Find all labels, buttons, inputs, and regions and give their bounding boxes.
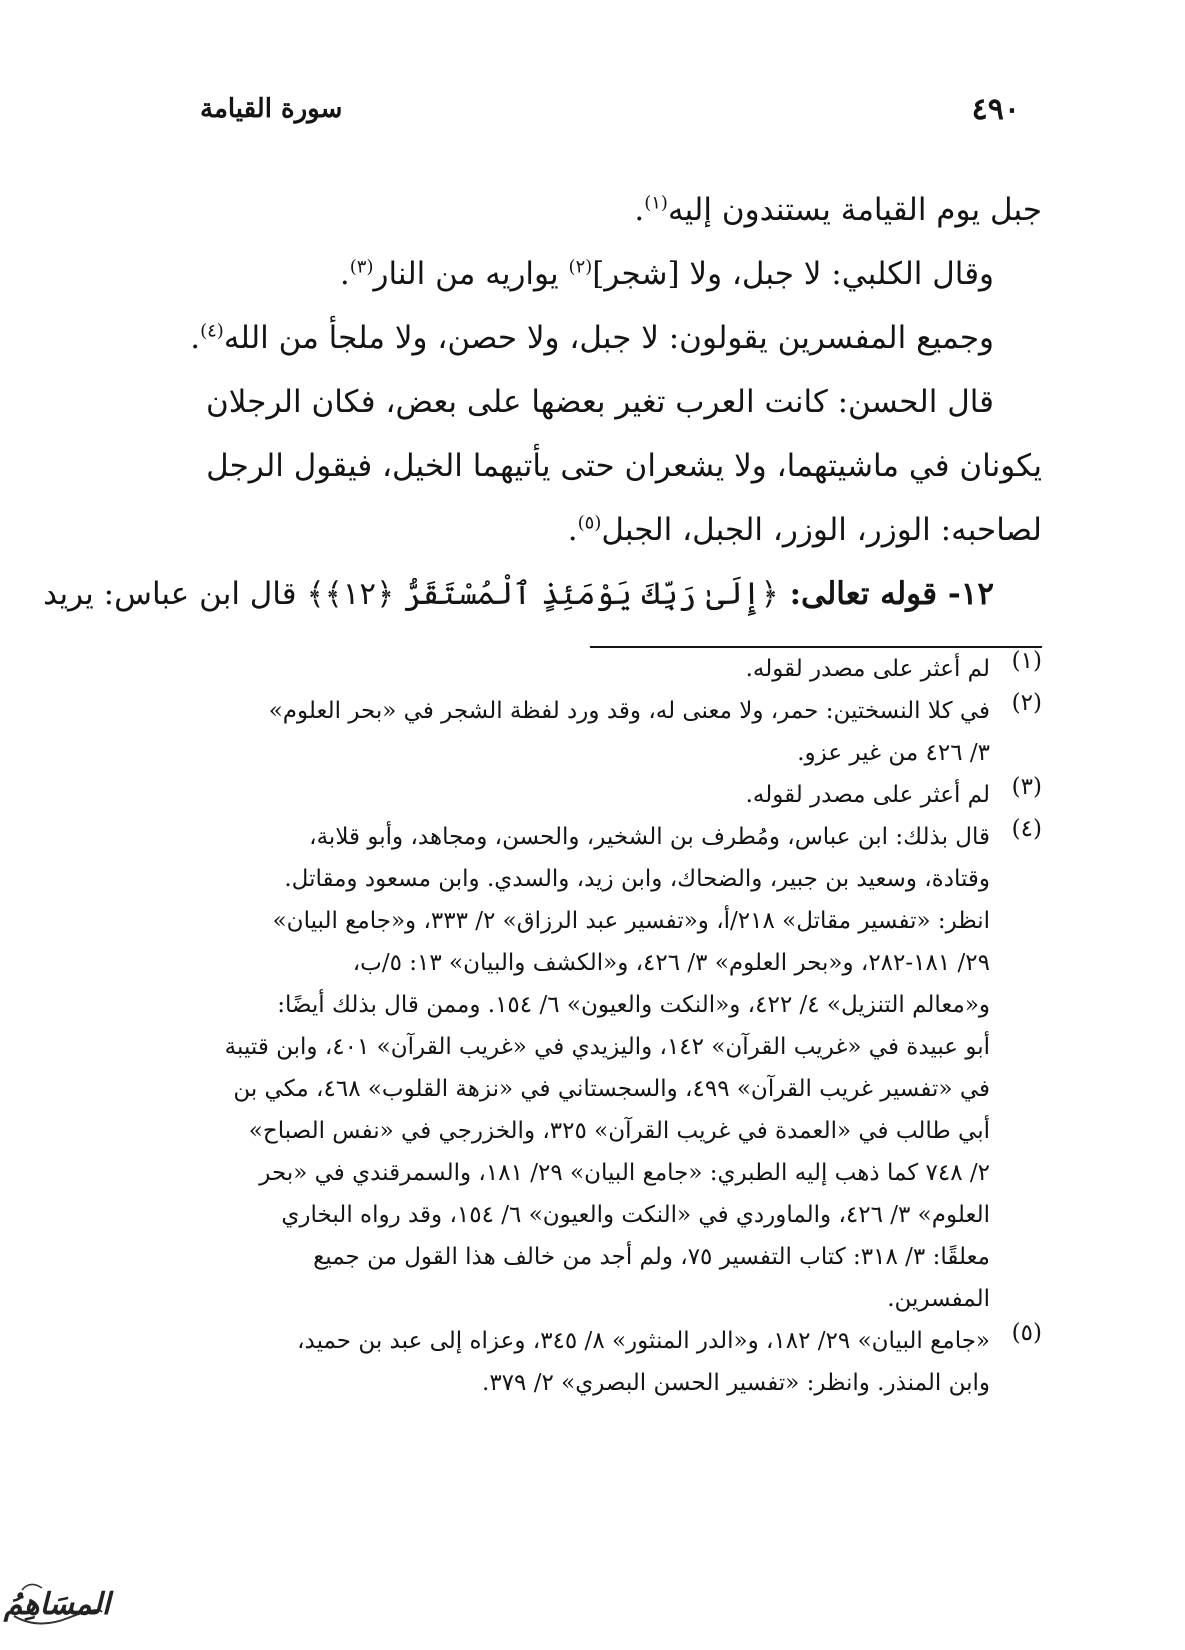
footnote [122,648,1042,690]
footnote-line: في كلا النسختين: حمر، ولا معنى له، وقد ورد لفظة الشجر في «بحر العلوم» [268,698,990,724]
page-number: ٤٩٠ [971,92,1020,127]
logo-text: المسَاهِمُ [3,1586,111,1622]
footnote-number: (٤) [1011,816,1042,842]
page-header [200,92,1020,132]
footnote-number: (٣) [1011,774,1042,800]
footnote-line: ٢/ ٧٤٨ كما ذهب إليه الطبري: «جامع البيان» ٢٩/ ١٨١، والسمرقندي في «بحر [259,1160,990,1186]
footnote-line: في «تفسير غريب القرآن» ٤٩٩، والسجستاني في «نزهة القلوب» ٤٦٨، مكي بن [233,1076,990,1102]
text-line: قال الحسن: كانت العرب تغير بعضها على بعض، فكان الرجلان [206,384,994,420]
main-text [43,178,1042,626]
watermark-logo [3,1572,111,1636]
text-line: يكونان في ماشيتهما، ولا يشعران حتى يأتيهما الخيل، فيقول الرجل [206,448,1042,484]
text-line: لصاحبه: الوزر، الوزر، الجبل، الجبل$^{(٥)}$. [567,512,1042,548]
footnote-ref[interactable]: (١) [644,192,668,214]
footnote-ref[interactable]: (٢) [568,256,593,278]
footnote-line: لم أعثر على مصدر لقوله. [745,782,990,808]
footnote-line: قال بذلك: ابن عباس، ومُطرف بن الشخير، والحسن، ومجاهد، وأبو قلابة، [309,824,990,850]
footnote-number: (١) [1011,648,1042,674]
text-line: جبل يوم القيامة يستندون إليه$^{(١)}$. [634,192,1042,228]
footnote-ref[interactable]: (٥) [577,512,602,534]
footnote-line: لم أعثر على مصدر لقوله. [745,656,990,682]
footnote-line: أبي طالب في «العمدة في غريب القرآن» ٣٢٥، والخزرجي في «نفس الصباح» [248,1118,990,1144]
footnote-line: و«معالم التنزيل» ٤/ ٤٢٢، و«النكت والعيون» ٦/ ١٥٤. وممن قال بذلك أيضًا: [277,992,990,1018]
surah-title: سورة القيامة [200,94,343,124]
footnote-ref[interactable]: (٣) [349,256,374,278]
footnote-line: وابن المنذر. وانظر: «تفسير الحسن البصري» ٢/ ٣٧٩. [482,1370,990,1396]
footnote-line: معلقًا: ٣/ ٣١٨: كتاب التفسير ٧٥، ولم أجد من خالف هذا القول من جميع [313,1244,990,1270]
footnotes [122,648,1042,1404]
footnote-line: وقتادة، وسعيد بن جبير، والضحاك، وابن زيد، والسدي. وابن مسعود ومقاتل. [284,866,990,892]
text-line: وقال الكلبي: لا جبل، ولا [شجر]$^{(٢)}$ يواريه من النار$^{(٣)}$. [339,256,994,292]
footnote-number: (٥) [1011,1320,1042,1346]
footnote [122,1320,1042,1404]
quran-ayah: ﴿إِلَىٰ رَبِّكَ يَوْمَئِذٍ ٱلْمُسْتَقَرُّ ﴿١٢﴾﴾ [306,576,779,612]
text-line: وجميع المفسرين يقولون: لا جبل، ولا حصن، ولا ملجأ من الله$^{(٤)}$. [190,320,994,356]
footnote-line: ٢٩/ ١٨١-٢٨٢، و«بحر العلوم» ٣/ ٤٢٦، و«الكشف والبيان» ١٣: ٥/ب، [352,950,990,976]
footnote-number: (٢) [1011,690,1042,716]
footnote-line: المفسرين. [887,1286,990,1312]
footnote-line: «جامع البيان» ٢٩/ ١٨٢، و«الدر المنثور» ٨/ ٣٤٥، وعزاه إلى عبد بن حميد، [297,1328,990,1354]
verse-number: ١٢- قوله تعالى: [778,576,994,612]
footnote-line: أبو عبيدة في «غريب القرآن» ١٤٢، واليزيدي في «غريب القرآن» ٤٠١، وابن قتيبة [224,1034,990,1060]
footnote [122,690,1042,774]
footnote-line: العلوم» ٣/ ٤٢٦، والماوردي في «النكت والعيون» ٦/ ١٥٤، وقد رواه البخاري [281,1202,990,1228]
footnote-line: انظر: «تفسير مقاتل» ٢١٨/أ، و«تفسير عبد الرزاق» ٢/ ٣٣٣، و«جامع البيان» [272,908,990,934]
text-line: ١٢- قوله تعالى: ﴿إِلَىٰ رَبِّكَ يَوْمَئِذٍ ٱلْمُسْتَقَرُّ ﴿١٢﴾﴾ قال ابن عباس: يريد [43,576,994,612]
footnote [122,774,1042,816]
footnote-line: ٣/ ٤٢٦ من غير عزو. [797,740,990,766]
footnote-ref[interactable]: (٤) [200,320,224,342]
footnote [122,816,1042,1320]
